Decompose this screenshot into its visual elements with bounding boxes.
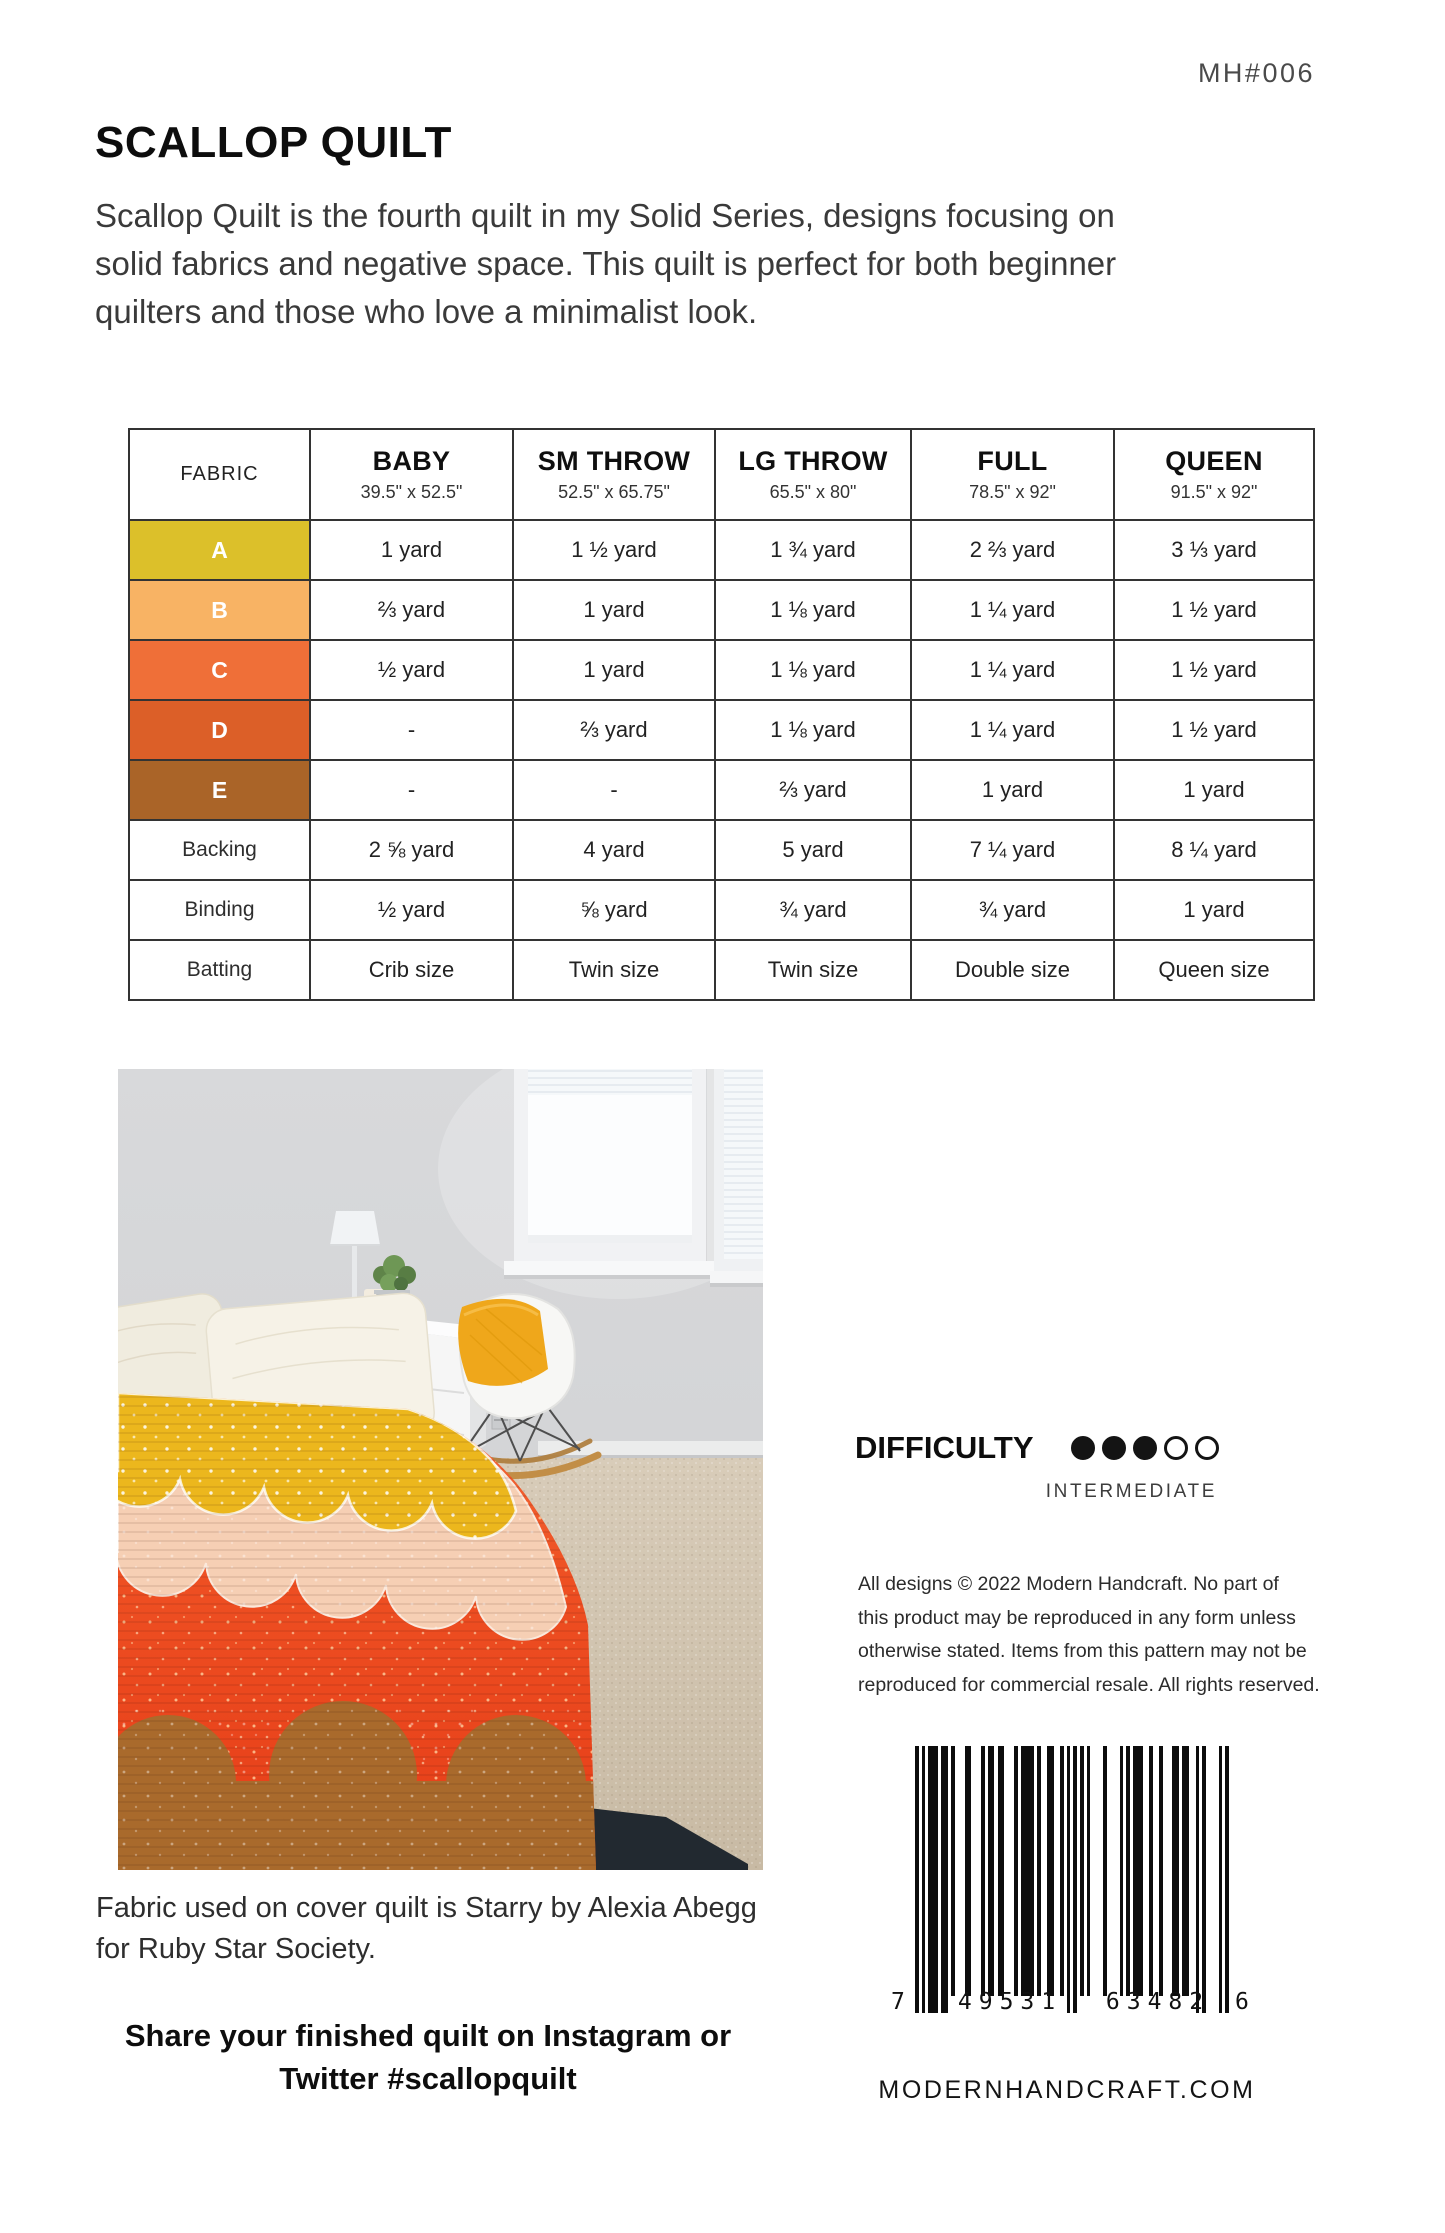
batting-cell: Crib size <box>310 940 513 1000</box>
yardage-cell: 7 ¼ yard <box>911 820 1114 880</box>
yardage-cell: ½ yard <box>310 880 513 940</box>
yardage-cell: 2 ⅝ yard <box>310 820 513 880</box>
yardage-cell: 1 ⅛ yard <box>715 700 911 760</box>
yardage-cell: 1 ½ yard <box>1114 640 1314 700</box>
difficulty-dot <box>1102 1436 1126 1460</box>
caption-line: for Ruby Star Society. <box>96 1933 376 1965</box>
yardage-cell: 1 yard <box>513 640 715 700</box>
row-label-binding: Binding <box>129 880 310 940</box>
fabric-row-c <box>129 640 1314 700</box>
yardage-cell: 1 ½ yard <box>1114 580 1314 640</box>
column-header-full: FULL 78.5" x 92" <box>911 429 1114 520</box>
yardage-cell: 5 yard <box>715 820 911 880</box>
intro-paragraph <box>95 192 1116 336</box>
legal-line: reproduced for commercial resale. All rights reserved. <box>858 1673 1320 1696</box>
yardage-cell: - <box>310 700 513 760</box>
yardage-cell: 1 yard <box>310 520 513 580</box>
upc-barcode <box>891 1746 1249 2046</box>
legal-line: otherwise stated. Items from this pattern may not be <box>858 1640 1307 1662</box>
share-callout <box>96 2014 760 2100</box>
fabric-row-e <box>129 760 1314 820</box>
difficulty-dot <box>1133 1436 1157 1460</box>
batting-cell: Twin size <box>715 940 911 1000</box>
fabric-row-a <box>129 520 1314 580</box>
pattern-number: MH#006 <box>1197 58 1315 88</box>
legal-line: All designs © 2022 Modern Handcraft. No part of <box>858 1573 1279 1595</box>
copyright-notice <box>858 1568 1326 1702</box>
barcode-digit: 7 <box>891 1989 905 2015</box>
yardage-cell: 1 ¼ yard <box>911 640 1114 700</box>
column-header-queen: QUEEN 91.5" x 92" <box>1114 429 1314 520</box>
column-header-baby: BABY 39.5" x 52.5" <box>310 429 513 520</box>
intro-line: quilters and those who love a minimalist look. <box>95 293 758 330</box>
yardage-cell: 4 yard <box>513 820 715 880</box>
legal-line: this product may be reproduced in any form unless <box>858 1606 1296 1629</box>
fabric-swatch-a: A <box>129 520 310 580</box>
yardage-cell: ¾ yard <box>911 880 1114 940</box>
binding-row <box>129 880 1314 940</box>
yardage-cell: 8 ¼ yard <box>1114 820 1314 880</box>
window-side <box>710 1069 763 1287</box>
intro-line: Scallop Quilt is the fourth quilt in my Solid Series, designs focusing on <box>95 197 1115 234</box>
page-title: SCALLOP QUILT <box>95 118 452 167</box>
barcode-digit: 6 <box>1235 1989 1249 2015</box>
fabric-requirements-table <box>128 428 1315 1001</box>
yardage-cell: 1 yard <box>1114 760 1314 820</box>
column-header-lg-throw: LG THROW 65.5" x 80" <box>715 429 911 520</box>
batting-row <box>129 940 1314 1000</box>
barcode-bars <box>915 1746 1229 2014</box>
batting-cell: Queen size <box>1114 940 1314 1000</box>
yardage-cell: ⅔ yard <box>715 760 911 820</box>
difficulty-label: DIFFICULTY <box>855 1430 1034 1465</box>
yardage-cell: 1 ¾ yard <box>715 520 911 580</box>
yardage-cell: 1 yard <box>911 760 1114 820</box>
yardage-cell: - <box>513 760 715 820</box>
fabric-swatch-e: E <box>129 760 310 820</box>
photo-caption <box>96 1888 757 1970</box>
yardage-cell: 1 ½ yard <box>513 520 715 580</box>
yardage-cell: 1 ¼ yard <box>911 700 1114 760</box>
backing-row <box>129 820 1314 880</box>
cover-photo <box>118 1069 763 1870</box>
difficulty-dot <box>1195 1436 1219 1460</box>
yardage-cell: 1 ¼ yard <box>911 580 1114 640</box>
difficulty-level: INTERMEDIATE <box>1045 1481 1217 1502</box>
yardage-cell: 1 ½ yard <box>1114 700 1314 760</box>
yardage-cell: ⅔ yard <box>310 580 513 640</box>
difficulty-dots <box>1071 1436 1219 1460</box>
difficulty-dot <box>1164 1436 1188 1460</box>
fabric-swatch-c: C <box>129 640 310 700</box>
barcode-digits: 49531 <box>957 1989 1063 2015</box>
yardage-cell: ⅝ yard <box>513 880 715 940</box>
caption-line: Fabric used on cover quilt is Starry by Alexia Abegg <box>96 1892 757 1924</box>
column-header-sm-throw: SM THROW 52.5" x 65.75" <box>513 429 715 520</box>
yardage-cell: 1 ⅛ yard <box>715 640 911 700</box>
row-label-batting: Batting <box>129 940 310 1000</box>
corner-header: FABRIC <box>129 429 310 520</box>
barcode-digits: 63482 <box>1105 1989 1211 2015</box>
batting-cell: Double size <box>911 940 1114 1000</box>
fabric-row-b <box>129 580 1314 640</box>
yardage-cell: 1 yard <box>513 580 715 640</box>
yardage-cell: ½ yard <box>310 640 513 700</box>
intro-line: solid fabrics and negative space. This quilt is perfect for both beginner <box>95 245 1117 282</box>
yardage-cell: ⅔ yard <box>513 700 715 760</box>
website-url: MODERNHANDCRAFT.COM <box>878 2076 1256 2104</box>
yardage-cell: - <box>310 760 513 820</box>
window-main <box>504 1069 716 1279</box>
difficulty-block <box>855 1430 1219 1503</box>
yardage-cell: 1 yard <box>1114 880 1314 940</box>
table-header-row <box>129 429 1314 520</box>
yardage-cell: 1 ⅛ yard <box>715 580 911 640</box>
yardage-cell: ¾ yard <box>715 880 911 940</box>
yardage-cell: 2 ⅔ yard <box>911 520 1114 580</box>
share-line: Twitter #scallopquilt <box>279 2061 577 2096</box>
share-line: Share your finished quilt on Instagram or <box>124 2018 732 2053</box>
fabric-swatch-b: B <box>129 580 310 640</box>
yardage-cell: 3 ⅓ yard <box>1114 520 1314 580</box>
fabric-swatch-d: D <box>129 700 310 760</box>
row-label-backing: Backing <box>129 820 310 880</box>
difficulty-dot <box>1071 1436 1095 1460</box>
fabric-row-d <box>129 700 1314 760</box>
batting-cell: Twin size <box>513 940 715 1000</box>
